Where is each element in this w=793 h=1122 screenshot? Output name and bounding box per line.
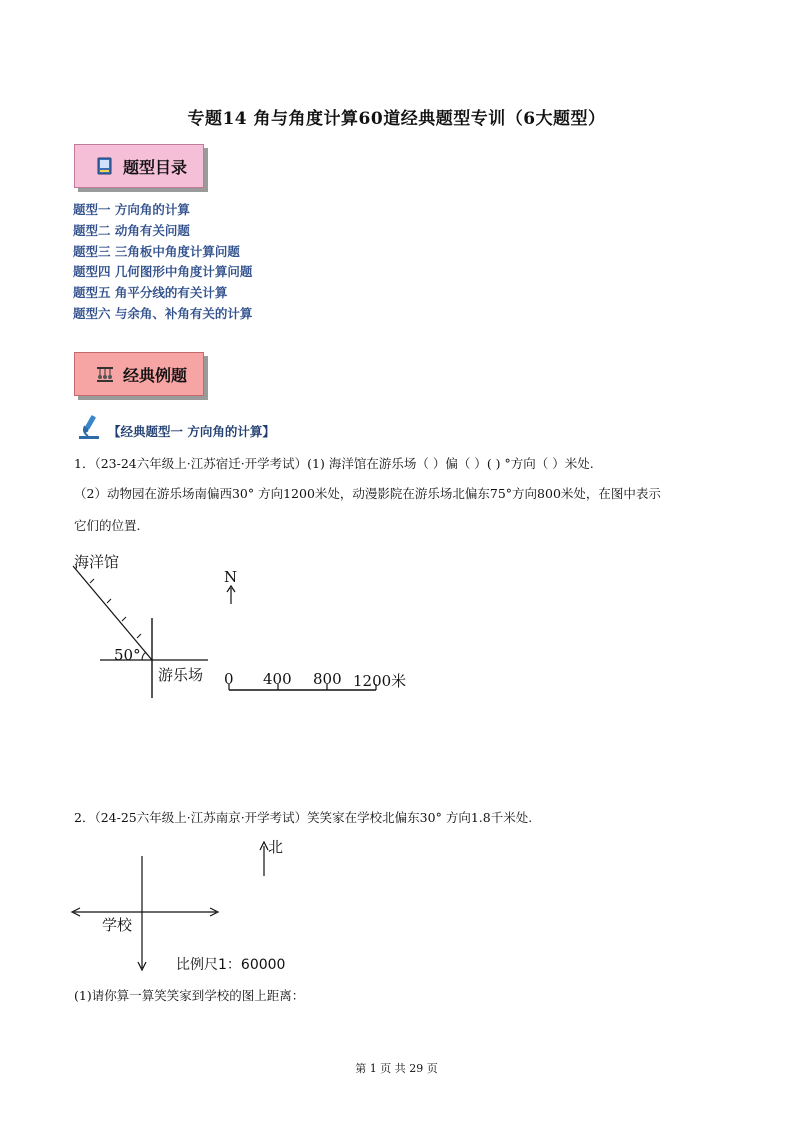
north-label-2: 北 <box>268 838 284 856</box>
north-label-1: N <box>224 568 238 586</box>
aquarium-label: 海洋馆 <box>74 553 120 571</box>
toc-item-1[interactable]: 题型一 方向角的计算 <box>73 202 190 217</box>
q2-sub1: (1)请你算一算笑笑家到学校的图上距离： <box>74 988 305 1003</box>
park-label: 游乐场 <box>158 666 204 684</box>
section-heading-text: 【经典题型一 方向角的计算】 <box>108 424 275 439</box>
toc-banner <box>74 144 204 188</box>
scale-tick-1200: 1200米 <box>353 672 407 690</box>
school-label: 学校 <box>102 916 133 934</box>
scale-label: 比例尺1：60000 <box>176 957 286 973</box>
newtons-cradle-icon <box>95 364 115 384</box>
scale-tick-800: 800 <box>313 670 342 688</box>
q2-line1: 2．（24-25六年级上·江苏南京·开学考试）笑笑家在学校北偏东30° 方向1.8千米处. <box>74 810 533 825</box>
microscope-icon <box>76 412 102 440</box>
q1-line3: 它们的位置. <box>74 518 141 533</box>
toc-item-4[interactable]: 题型四 几何图形中角度计算问题 <box>73 264 253 280</box>
toc-item-5[interactable]: 题型五 角平分线的有关计算 <box>73 285 228 301</box>
toc-item-6[interactable]: 题型六 与余角、补角有关的计算 <box>73 305 253 321</box>
examples-banner <box>74 352 204 396</box>
q1-line1: 1．（23-24六年级上·江苏宿迁·开学考试）(1) 海洋馆在游乐场（ ）偏（ ）( ) °方向（ ）米处. <box>74 456 594 471</box>
scale-tick-0: 0 <box>224 670 234 688</box>
scale-tick-400: 400 <box>263 670 292 688</box>
angle-label: 50° <box>114 646 141 664</box>
examples-banner-label: 经典例题 <box>123 365 188 385</box>
q1-line2: （2）动物园在游乐场南偏西30° 方向1200米处，动漫影院在游乐场北偏东75°方向800米处，在图中表示 <box>74 486 661 501</box>
book-icon <box>95 156 115 176</box>
toc-item-2[interactable]: 题型二 动角有关问题 <box>73 222 190 238</box>
toc-banner-label: 题型目录 <box>123 157 188 177</box>
page-footer: 第 1 页 共 29 页 <box>355 1062 438 1075</box>
page-title: 专题14 角与角度计算60道经典题型专训（6大题型） <box>187 109 606 129</box>
section-heading <box>76 412 275 440</box>
toc-item-3[interactable]: 题型三 三角板中角度计算问题 <box>73 243 240 259</box>
toc-list <box>73 200 252 325</box>
